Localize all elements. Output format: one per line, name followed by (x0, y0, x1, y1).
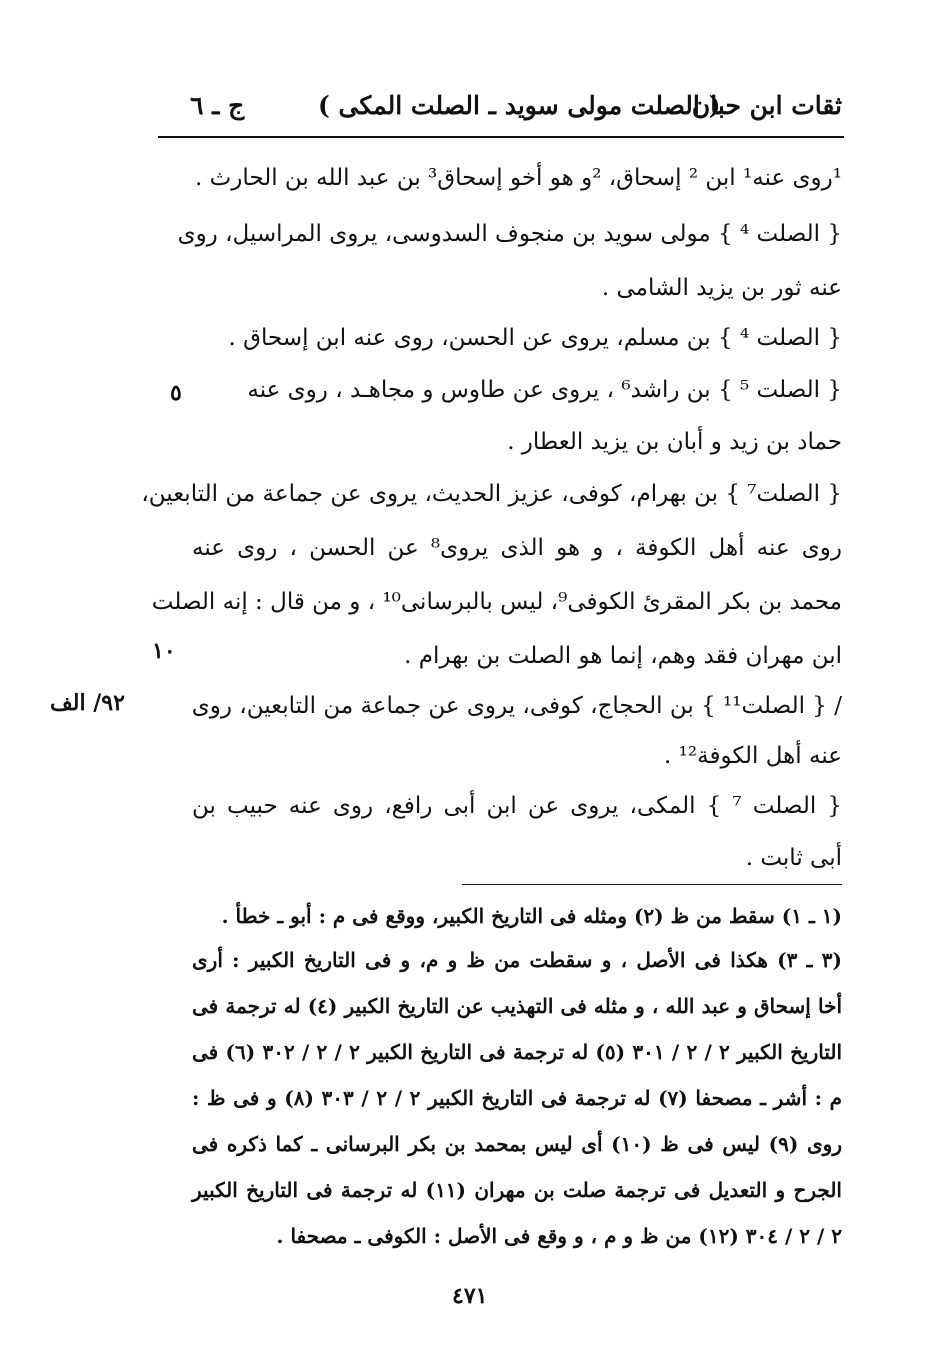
body-line: محمد بن بكر المقرئ الكوفى⁹، ليس بالبرسانى¹⁰ ، و من قال : إنه الصلت (151, 589, 842, 615)
running-subtitle: ( الصلت مولى سويد ـ الصلت المكى ) (318, 91, 721, 120)
body-line: أبى ثابت . (745, 845, 842, 871)
body-line: عنه ثور بن يزيد الشامى . (601, 275, 842, 301)
body-line: / { الصلت¹¹ } بن الحجاج، كوفى، يروى عن جماعة من التابعين، روى (191, 693, 842, 719)
body-line: حماد بن زيد و أبان بن يزيد العطار . (507, 429, 842, 455)
body-line: عنه أهل الكوفة¹² . (664, 743, 842, 769)
footnote-line: (٣ ـ ٣) هكذا فى الأصل ، و سقطت من ظ و م، و فى التاريخ الكبير : أرى (192, 948, 842, 972)
line-number-10: ١٠ (152, 638, 176, 664)
body-line: { الصلت⁷ } بن بهرام، كوفى، عزيز الحديث، يروى عن جماعة من التابعين، (141, 481, 842, 507)
running-title: ثقات ابن حبان (691, 91, 842, 120)
body-line: { الصلت ⁷ } المكى، يروى عن ابن أبى رافع، روى عنه حبيب بن (192, 793, 842, 819)
body-line: { الصلت ⁴ } مولى سويد بن منجوف السدوسى، يروى المراسيل، روى (177, 221, 842, 247)
footnote-line: م : أشر ـ مصحفا (٧) له ترجمة فى التاريخ الكبير ٢ / ٢ / ٣٠٣ (٨) و فى ظ : (192, 1086, 842, 1110)
footnote-rule (462, 884, 842, 885)
body-line: ابن مهران فقد وهم، إنما هو الصلت بن بهرام . (404, 643, 842, 669)
body-line: ¹روى عنه¹ ابن ² إسحاق، ²و هو أخو إسحاق³ بن عبد الله بن الحارث . (194, 165, 842, 191)
body-line: { الصلت ⁴ } بن مسلم، يروى عن الحسن، روى عنه ابن إسحاق . (228, 325, 842, 351)
line-number-5: ٥ (170, 380, 182, 406)
footnote-line: التاريخ الكبير ٢ / ٢ / ٣٠١ (٥) له ترجمة فى التاريخ الكبير ٢ / ٢ / ٣٠٢ (٦) فى (192, 1040, 843, 1064)
footnote-line: الجرح و التعديل فى ترجمة صلت بن مهران (١١) له ترجمة فى التاريخ الكبير (192, 1178, 842, 1202)
footnote-line: روى (٩) ليس فى ظ (١٠) أى ليس بمحمد بن بكر البرسانى ـ كما ذكره فى (192, 1132, 843, 1156)
folio-reference: ٩٢/ الف (50, 690, 125, 716)
volume-number: ج ـ ٦ (190, 91, 245, 120)
footnote-line: ٢ / ٢ / ٣٠٤ (١٢) من ظ و م ، و وقع فى الأصل : الكوفى ـ مصحفا . (276, 1224, 842, 1248)
header-rule (158, 136, 844, 138)
page-number: ٤٧١ (452, 1283, 488, 1309)
body-line: روى عنه أهل الكوفة ، و هو الذى يروى⁸ عن الحسن ، روى عنه (192, 535, 842, 561)
footnote-line: (١ ـ ١) سقط من ظ (٢) ومثله فى التاريخ الكبير، ووقع فى م : أبو ـ خطأ . (221, 904, 842, 928)
footnote-line: أخا إسحاق و عبد الله ، و مثله فى التهذيب عن التاريخ الكبير (٤) له ترجمة فى (192, 994, 842, 1018)
body-line: { الصلت ⁵ } بن راشد⁶ ، يروى عن طاوس و مجاهـد ، روى عنه (247, 377, 842, 403)
